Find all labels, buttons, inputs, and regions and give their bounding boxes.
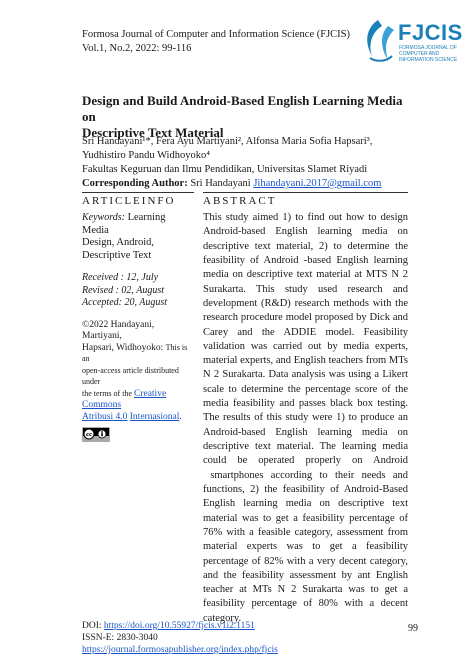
page-footer [82, 620, 278, 656]
abstract-line: N 2 Surakarta. Data analysis was using a Likert [203, 369, 408, 381]
abstract-line: This study aimed 1) to find out how to design [203, 212, 408, 223]
abstract-line: material experts was to get a feasibility [203, 541, 408, 553]
logo-title: FJCIS [398, 20, 463, 45]
received-date: Received : 12, July [82, 272, 159, 283]
abstract-line: category. [203, 612, 242, 624]
abstract-line: Carey and the ADDIE model. Feasibility [203, 326, 408, 338]
accepted-date: Accepted: 20, August [82, 297, 168, 308]
corresponding-author: Corresponding Author: Sri Handayani Jihandayani.2017@gmail.com [82, 178, 382, 189]
atribusi-link[interactable]: Atribusi 4.0 [82, 411, 128, 422]
abstract-line: English learning media on descriptive text [203, 498, 408, 510]
abstract-line: Surakarta. This study used research and [203, 283, 408, 295]
abstract-line: scale to determine the percentage score of the [203, 383, 408, 395]
svg-text:cc: cc [86, 432, 92, 438]
issn: ISSN-E: 2830-3040 [82, 633, 158, 643]
abstract-line: descriptive text material. The learning media [203, 441, 408, 452]
abstract-heading: ABSTRACT [203, 195, 277, 207]
abstract-line: smartphones according to their needs and [203, 469, 408, 481]
doi-link[interactable]: https://doi.org/10.55927/fjcis.v1i2.1151 [103, 621, 255, 631]
journal-header [82, 28, 350, 56]
abstract-line: media feasibility and passes black box testing. [203, 398, 408, 410]
journal-logo [358, 18, 462, 68]
abstract-line: functions, 2) the feasibility of Android-Based [203, 483, 408, 495]
journal-url-link[interactable]: https://journal.formosapublisher.org/index.php/fjcis [82, 645, 278, 655]
corresponding-email-link[interactable]: Jihandayani.2017@gmail.com [253, 178, 382, 189]
article-info-rule [82, 192, 194, 193]
author-list-cont: Yudhistiro Pandu Widhoyoko⁴ [82, 150, 210, 161]
abstract-line: percentage of 82% with a very decent category, [203, 555, 408, 567]
journal-name: Formosa Journal of Computer and Information Science (FJCIS) [82, 29, 350, 40]
abstract-line: 76% with a feasible category, assessment from [203, 526, 408, 538]
keywords: Keywords: Learning Media Design, Android, Descriptive Text [82, 212, 166, 261]
internasional-link[interactable]: Internasional [129, 411, 180, 422]
cc-by-badge-icon [82, 427, 110, 442]
author-list: Sri Handayani¹*, Fera Ayu Martiyani², Alfonsa Maria Sofia Hapsari³, [82, 136, 373, 147]
creative-commons-link[interactable]: Creative Commons [82, 388, 167, 410]
abstract-line: development (R&D) research methods with the [203, 297, 408, 309]
paper-title: Design and Build Android-Based English Learning Media on Descriptive Text Material [82, 93, 403, 140]
abstract-line: The results of this study were 1) to produce an [203, 412, 408, 424]
abstract-line: material experts, and English teachers from MTs [203, 355, 408, 367]
revised-date: Revised : 02, August [82, 284, 165, 296]
article-info [82, 212, 194, 447]
abstract-line: and the feasibility assessment by ant English [203, 569, 408, 581]
abstract-line: could be operated properly on Android [203, 455, 408, 467]
doi: DOI: https://doi.org/10.55927/fjcis.v1i2.1151 [82, 621, 255, 631]
abstract-line: feasibility of Android -based English learning [203, 254, 408, 266]
logo-emblem-icon [358, 18, 398, 64]
abstract-line: Android-based English learning media on [203, 426, 408, 438]
abstract-line: material was to get a feasibility percentage of [203, 512, 408, 524]
article-info-heading: ARTICLEINFO [82, 195, 176, 207]
abstract-line: research procedure model proposed by Dick and [203, 312, 408, 324]
abstract-line: descriptive text material, 2) to determine the [203, 240, 408, 252]
journal-volume: Vol.1, No.2, 2022: 99-116 [82, 43, 192, 54]
abstract-line: validation was carried out by media experts, [203, 340, 408, 352]
affiliation: Fakultas Keguruan dan Ilmu Pendidikan, Universitas Slamet Riyadi [82, 164, 368, 175]
logo-subtitle: FORMOSA JOURNAL OF COMPUTER AND INFORMATION SCIENCE [399, 45, 458, 63]
abstract-line: teacher at MTs N 2 Surakarta was to get a [203, 584, 408, 596]
abstract-rule [203, 192, 408, 193]
abstract-line: media on descriptive text material at MTS N 2 [203, 269, 408, 281]
abstract-body [203, 211, 408, 626]
author-block [82, 135, 422, 191]
abstract-line: feasibility percentage of 80% with a decent [203, 598, 408, 610]
page-number: 99 [408, 623, 418, 634]
article-dates [82, 272, 194, 310]
license-notice: ©2022 Handayani, Martiyani, Hapsari, Widhoyoko: This is an open-access article distributed under the terms of the Creative Commons Atribusi 4.0 Internasional. [82, 319, 188, 422]
abstract-line: Android-based English learning media on [203, 226, 408, 238]
